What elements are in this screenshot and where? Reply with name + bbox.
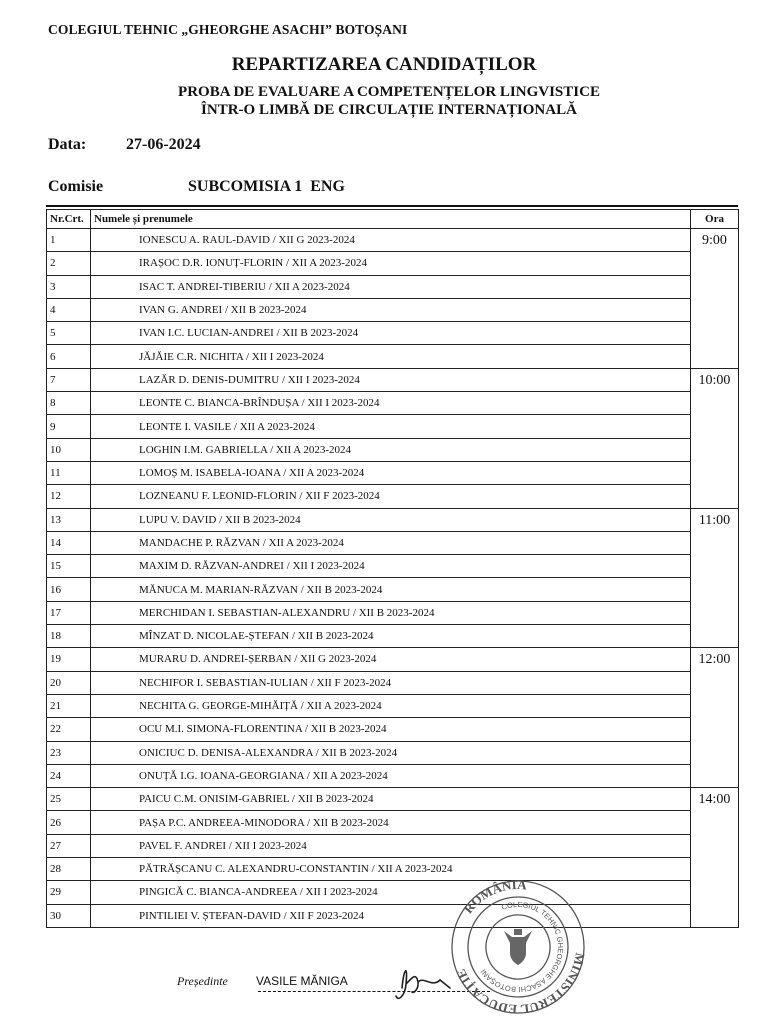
- table-row: [47, 601, 739, 624]
- row-number: 13: [47, 508, 91, 531]
- exam-subtitle-line2: ÎNTR-O LIMBĂ DE CIRCULAȚIE INTERNAȚIONALĂ: [201, 102, 577, 118]
- row-number: 17: [47, 601, 91, 624]
- date-value: 27-06-2024: [126, 136, 201, 153]
- table-row: [47, 322, 739, 345]
- candidate-name: PĂTRĂȘCANU C. ALEXANDRU-CONSTANTIN / XII A 2023-2024: [91, 858, 691, 881]
- row-number: 20: [47, 671, 91, 694]
- table-row: [47, 461, 739, 484]
- row-number: 3: [47, 275, 91, 298]
- candidate-name: JĂJĂIE C.R. NICHITA / XII I 2023-2024: [91, 345, 691, 368]
- table-row: [47, 298, 739, 321]
- time-slot: 9:00: [691, 229, 739, 369]
- row-number: 18: [47, 625, 91, 648]
- table-row: [47, 229, 739, 252]
- row-number: 21: [47, 694, 91, 717]
- candidate-name: IVAN G. ANDREI / XII B 2023-2024: [91, 298, 691, 321]
- table-row: [47, 531, 739, 554]
- candidate-name: NECHITA G. GEORGE-MIHĂIȚĂ / XII A 2023-2024: [91, 694, 691, 717]
- table-row: [47, 485, 739, 508]
- table-row: [47, 764, 739, 787]
- table-row: [47, 648, 739, 671]
- table-row: [47, 275, 739, 298]
- row-number: 28: [47, 858, 91, 881]
- candidate-name: LEONTE I. VASILE / XII A 2023-2024: [91, 415, 691, 438]
- coat-of-arms-icon: [504, 929, 532, 965]
- exam-subtitle-line1: PROBA DE EVALUARE A COMPETENȚELOR LINGVISTICE: [178, 84, 600, 100]
- commission-value: SUBCOMISIA 1 ENG: [188, 178, 345, 195]
- table-row: [47, 345, 739, 368]
- table-row: [47, 368, 739, 391]
- candidates-table-body: [47, 229, 739, 928]
- candidate-name: LEONTE C. BIANCA-BRÎNDUȘA / XII I 2023-2024: [91, 392, 691, 415]
- time-slot: 10:00: [691, 368, 739, 508]
- time-slot: 11:00: [691, 508, 739, 648]
- row-number: 5: [47, 322, 91, 345]
- header-nr: Nr.Crt.: [47, 210, 91, 229]
- candidate-name: NECHIFOR I. SEBASTIAN-IULIAN / XII F 2023-2024: [91, 671, 691, 694]
- candidate-name: MĂNUCA M. MARIAN-RĂZVAN / XII B 2023-2024: [91, 578, 691, 601]
- candidate-name: LOZNEANU F. LEONID-FLORIN / XII F 2023-2024: [91, 485, 691, 508]
- header-rule: [46, 205, 738, 207]
- candidate-name: MÎNZAT D. NICOLAE-ȘTEFAN / XII B 2023-2024: [91, 625, 691, 648]
- table-row: [47, 694, 739, 717]
- row-number: 29: [47, 881, 91, 904]
- table-row: [47, 881, 739, 904]
- row-number: 25: [47, 788, 91, 811]
- row-number: 12: [47, 485, 91, 508]
- candidate-name: LOGHIN I.M. GABRIELLA / XII A 2023-2024: [91, 438, 691, 461]
- candidate-name: PAICU C.M. ONISIM-GABRIEL / XII B 2023-2024: [91, 788, 691, 811]
- table-row: [47, 904, 739, 927]
- document-title: REPARTIZAREA CANDIDAȚILOR: [231, 54, 537, 75]
- table-header-row: [47, 210, 739, 229]
- row-number: 24: [47, 764, 91, 787]
- row-number: 7: [47, 368, 91, 391]
- row-number: 14: [47, 531, 91, 554]
- table-row: [47, 438, 739, 461]
- row-number: 11: [47, 461, 91, 484]
- row-number: 16: [47, 578, 91, 601]
- commission-label: Comisie: [48, 178, 104, 195]
- table-row: [47, 392, 739, 415]
- table-row: [47, 741, 739, 764]
- candidate-name: PINGICĂ C. BIANCA-ANDREEA / XII I 2023-2024: [91, 881, 691, 904]
- president-name: VASILE MĂNIGA: [256, 974, 348, 988]
- candidate-name: MERCHIDAN I. SEBASTIAN-ALEXANDRU / XII B 2023-2024: [91, 601, 691, 624]
- row-number: 10: [47, 438, 91, 461]
- table-row: [47, 578, 739, 601]
- candidate-name: MANDACHE P. RĂZVAN / XII A 2023-2024: [91, 531, 691, 554]
- row-number: 8: [47, 392, 91, 415]
- header-time: Ora: [691, 210, 739, 229]
- president-label: Președinte: [177, 974, 228, 988]
- candidate-name: LOMOȘ M. ISABELA-IOANA / XII A 2023-2024: [91, 461, 691, 484]
- row-number: 26: [47, 811, 91, 834]
- table-row: [47, 415, 739, 438]
- stamp-inner-text: COLEGIUL TEHNIC GHEORGHE ASACHI BOTOȘANI: [478, 899, 566, 995]
- candidate-name: LUPU V. DAVID / XII B 2023-2024: [91, 508, 691, 531]
- table-row: [47, 508, 739, 531]
- candidate-name: PINTILIEI V. ȘTEFAN-DAVID / XII F 2023-2024: [91, 904, 691, 927]
- table-row: [47, 625, 739, 648]
- candidates-table: [46, 209, 739, 928]
- row-number: 6: [47, 345, 91, 368]
- time-slot: 14:00: [691, 788, 739, 928]
- school-name: COLEGIUL TEHNIC „GHEORGHE ASACHI” BOTOȘANI: [48, 22, 408, 37]
- stamp-bottom-text: MINISTERUL EDUCAȚIEI: [453, 951, 588, 1017]
- date-label: Data:: [48, 136, 87, 153]
- table-row: [47, 555, 739, 578]
- candidate-name: IRAȘOC D.R. IONUȚ-FLORIN / XII A 2023-2024: [91, 252, 691, 275]
- table-row: [47, 718, 739, 741]
- row-number: 15: [47, 555, 91, 578]
- stamp-outer-text: ROMÂNIA: [460, 877, 528, 917]
- candidate-name: ISAC T. ANDREI-TIBERIU / XII A 2023-2024: [91, 275, 691, 298]
- candidate-name: LAZĂR D. DENIS-DUMITRU / XII I 2023-2024: [91, 368, 691, 391]
- time-slot: 12:00: [691, 648, 739, 788]
- row-number: 2: [47, 252, 91, 275]
- official-stamp: [448, 877, 588, 1017]
- table-row: [47, 671, 739, 694]
- candidate-name: MAXIM D. RĂZVAN-ANDREI / XII I 2023-2024: [91, 555, 691, 578]
- row-number: 19: [47, 648, 91, 671]
- candidate-name: ONICIUC D. DENISA-ALEXANDRA / XII B 2023-2024: [91, 741, 691, 764]
- candidate-name: IVAN I.C. LUCIAN-ANDREI / XII B 2023-2024: [91, 322, 691, 345]
- candidate-name: MURARU D. ANDREI-ȘERBAN / XII G 2023-2024: [91, 648, 691, 671]
- row-number: 27: [47, 834, 91, 857]
- row-number: 22: [47, 718, 91, 741]
- table-row: [47, 788, 739, 811]
- candidate-name: IONESCU A. RAUL-DAVID / XII G 2023-2024: [91, 229, 691, 252]
- row-number: 9: [47, 415, 91, 438]
- row-number: 30: [47, 904, 91, 927]
- table-row: [47, 858, 739, 881]
- table-row: [47, 252, 739, 275]
- row-number: 23: [47, 741, 91, 764]
- table-row: [47, 834, 739, 857]
- candidate-name: PAȘA P.C. ANDREEA-MINODORA / XII B 2023-2024: [91, 811, 691, 834]
- candidate-name: ONUȚĂ I.G. IOANA-GEORGIANA / XII A 2023-2024: [91, 764, 691, 787]
- row-number: 4: [47, 298, 91, 321]
- header-name: Numele și prenumele: [91, 210, 691, 229]
- table-row: [47, 811, 739, 834]
- candidate-name: PAVEL F. ANDREI / XII I 2023-2024: [91, 834, 691, 857]
- row-number: 1: [47, 229, 91, 252]
- candidate-name: OCU M.I. SIMONA-FLORENTINA / XII B 2023-2024: [91, 718, 691, 741]
